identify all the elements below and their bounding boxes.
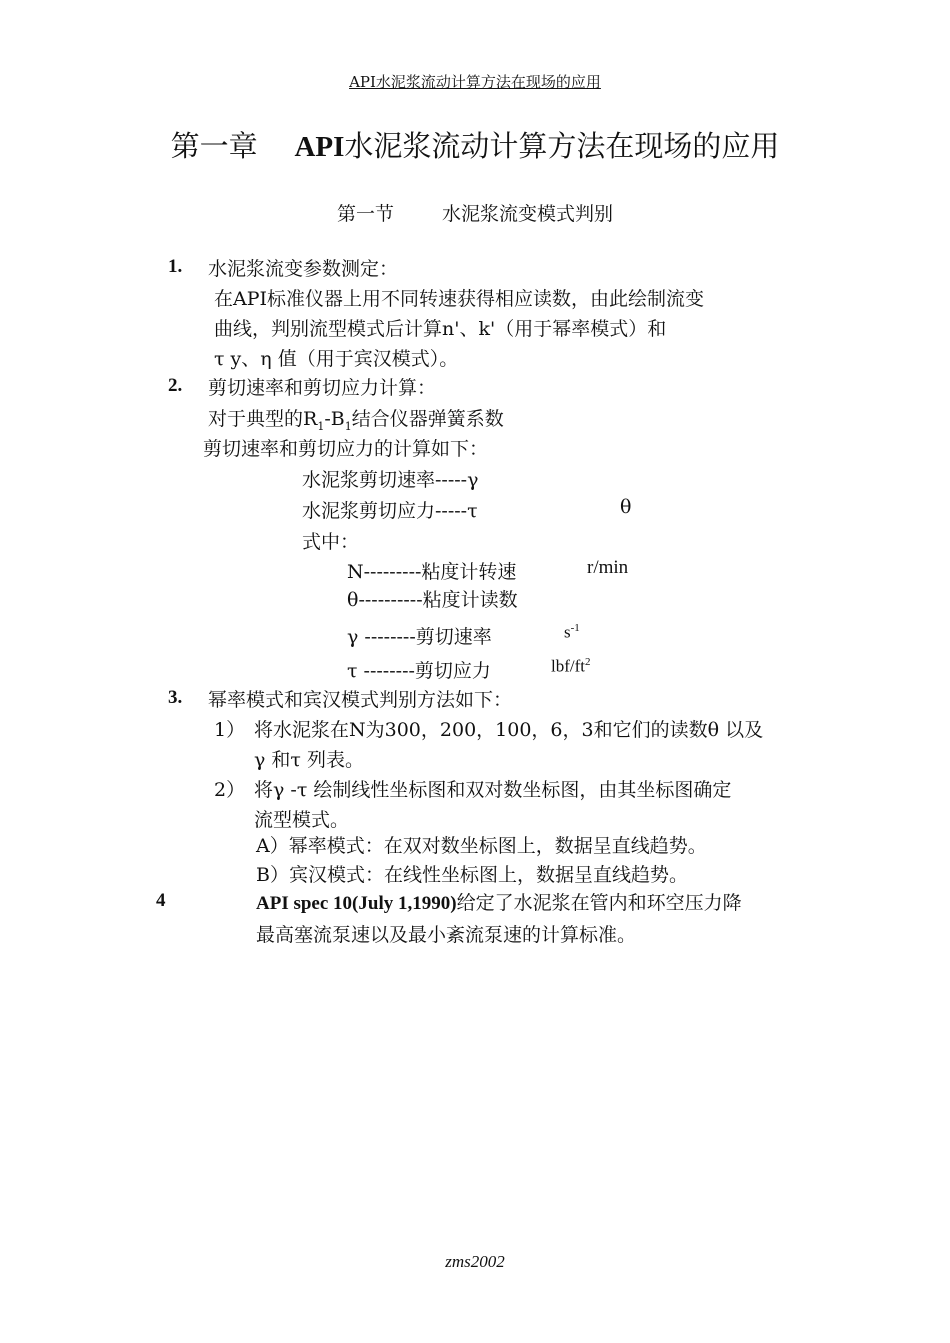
running-header: API水泥浆流动计算方法在现场的应用	[349, 73, 601, 91]
item-2-line: 剪切速率和剪切应力的计算如下：	[203, 438, 489, 460]
unit-per-second	[564, 622, 580, 643]
definition-theta: θ----------粘度计读数	[347, 589, 518, 611]
subscript: 1	[317, 419, 325, 433]
item-4-line	[256, 888, 742, 915]
definition-n: N---------粘度计转速	[347, 561, 517, 583]
unit-text: s	[564, 622, 571, 642]
item-4-line: 最高塞流泵速以及最小紊流泵速的计算标准。	[256, 924, 637, 946]
section-name: 水泥浆流变模式判别	[442, 203, 614, 225]
superscript: 2	[585, 656, 591, 668]
sub-item-line: 将水泥浆在N为300，200，100，6，3和它们的读数θ 以及	[254, 719, 764, 741]
item-1-line: 曲线，判别流型模式后计算n'、k'（用于幂率模式）和	[214, 318, 667, 340]
page-footer: zms2002	[445, 1252, 505, 1271]
item-2-heading: 剪切速率和剪切应力计算：	[208, 377, 437, 399]
unit-text: lbf/ft	[551, 656, 585, 676]
text-run: 对于典型的R	[208, 408, 318, 430]
item-4-number: 4	[156, 890, 166, 911]
chapter-title-text: 水泥浆流动计算方法在现场的应用	[344, 129, 780, 163]
api-spec-reference: API spec 10(July 1,1990)	[256, 893, 457, 914]
shear-stress-formula: 水泥浆剪切应力-----τ	[302, 500, 478, 522]
shear-rate-formula: 水泥浆剪切速率-----γ	[302, 469, 479, 491]
superscript: -1	[570, 622, 580, 634]
text-run: -B	[324, 408, 345, 430]
item-1-number: 1.	[168, 256, 183, 277]
power-law-criterion: A）幂率模式：在双对数坐标图上，数据呈直线趋势。	[256, 835, 707, 857]
sub-item-line: 将γ -τ 绘制线性坐标图和双对数坐标图，由其坐标图确定	[254, 779, 732, 801]
chapter-title-api: API	[294, 131, 345, 163]
item-1-line: 在API标准仪器上用不同转速获得相应读数，由此绘制流变	[214, 288, 705, 310]
text-run: 给定了水泥浆在管内和环空压力降	[456, 892, 742, 914]
theta-symbol: θ	[620, 496, 632, 518]
sub-item-number: 2）	[214, 779, 246, 801]
chapter-title	[0, 124, 950, 165]
item-1-heading: 水泥浆流变参数测定：	[208, 258, 399, 280]
sub-item-number: 1）	[214, 719, 246, 741]
text-run: 结合仪器弹簧系数	[351, 408, 504, 430]
section-label: 第一节	[336, 203, 394, 225]
sub-item-line: 流型模式。	[254, 809, 350, 831]
chapter-label: 第一章	[170, 129, 258, 163]
subscript: 1	[344, 419, 352, 433]
item-3-number: 3.	[168, 687, 183, 708]
bingham-criterion: B）宾汉模式：在线性坐标图上，数据呈直线趋势。	[256, 864, 688, 886]
where-label: 式中：	[302, 531, 360, 553]
item-3-heading: 幂率模式和宾汉模式判别方法如下：	[208, 689, 513, 711]
item-2-number: 2.	[168, 375, 183, 396]
unit-lbf-ft2	[551, 656, 591, 677]
item-1-line: τ y、η 值（用于宾汉模式）。	[214, 348, 459, 370]
section-title	[0, 199, 950, 226]
sub-item-line: γ 和τ 列表。	[254, 749, 364, 771]
unit-rpm: r/min	[587, 557, 629, 578]
item-2-line	[208, 404, 504, 433]
definition-gamma: γ --------剪切速率	[347, 626, 492, 648]
definition-tau: τ --------剪切应力	[347, 660, 491, 682]
